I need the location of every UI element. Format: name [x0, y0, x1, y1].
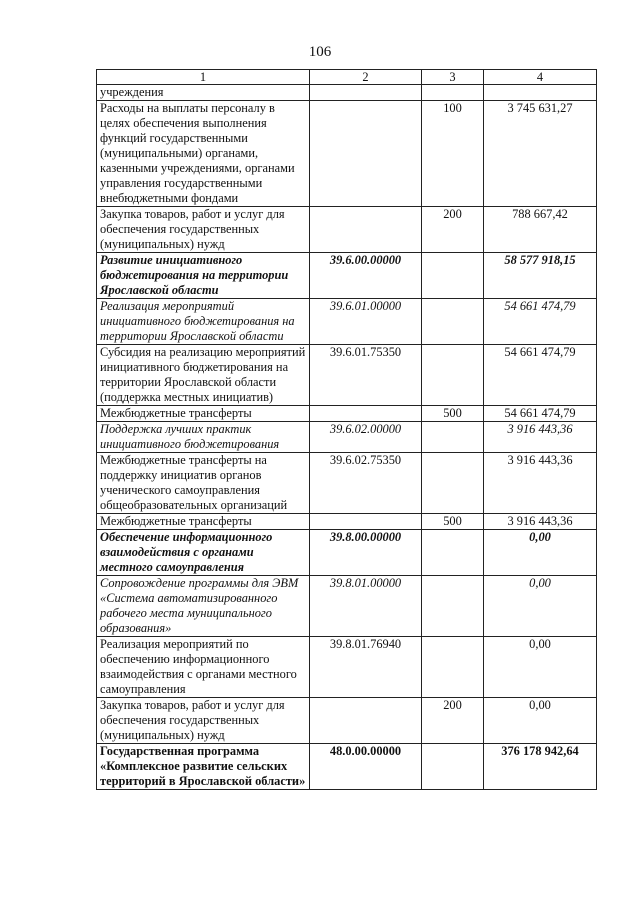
row-amount: 3 916 443,36 — [484, 422, 597, 453]
row-amount: 3 916 443,36 — [484, 453, 597, 514]
table-row — [97, 299, 597, 345]
row-expense-type — [422, 422, 484, 453]
table-row — [97, 530, 597, 576]
row-expense-type: 200 — [422, 698, 484, 744]
row-name: Государственная программа «Комплексное развитие сельских территорий в Ярославской области» — [97, 744, 310, 790]
table-header-row — [97, 70, 597, 85]
row-code: 39.6.01.00000 — [310, 299, 422, 345]
row-name: Закупка товаров, работ и услуг для обеспечения государственных (муниципальных) нужд — [97, 698, 310, 744]
budget-table — [96, 69, 597, 790]
row-amount: 376 178 942,64 — [484, 744, 597, 790]
row-name: Закупка товаров, работ и услуг для обеспечения государственных (муниципальных) нужд — [97, 207, 310, 253]
page-number: 106 — [308, 44, 332, 60]
table-row — [97, 637, 597, 698]
row-code: 39.6.01.75350 — [310, 345, 422, 406]
row-name: Развитие инициативного бюджетирования на территории Ярославской области — [97, 253, 310, 299]
row-amount: 0,00 — [484, 698, 597, 744]
row-amount: 54 661 474,79 — [484, 406, 597, 422]
row-expense-type — [422, 744, 484, 790]
row-expense-type — [422, 299, 484, 345]
row-name: Реализация мероприятий по обеспечению информационного взаимодействия с органами местного самоуправления — [97, 637, 310, 698]
row-expense-type — [422, 253, 484, 299]
row-code — [310, 698, 422, 744]
row-amount: 0,00 — [484, 576, 597, 637]
row-name: Обеспечение информационного взаимодействия с органами местного самоуправления — [97, 530, 310, 576]
table-row — [97, 345, 597, 406]
row-expense-type — [422, 530, 484, 576]
row-name: Межбюджетные трансферты на поддержку инициатив органов ученического самоуправления общеобразовательных организаций — [97, 453, 310, 514]
table-row — [97, 101, 597, 207]
row-code: 39.6.00.00000 — [310, 253, 422, 299]
table-row — [97, 453, 597, 514]
row-name: Сопровождение программы для ЭВМ «Система автоматизированного рабочего места муниципального образования» — [97, 576, 310, 637]
table-row — [97, 253, 597, 299]
row-code: 48.0.00.00000 — [310, 744, 422, 790]
row-name: Реализация мероприятий инициативного бюджетирования на территории Ярославской области — [97, 299, 310, 345]
row-expense-type: 500 — [422, 406, 484, 422]
row-code: 39.6.02.75350 — [310, 453, 422, 514]
row-amount: 0,00 — [484, 530, 597, 576]
row-expense-type: 100 — [422, 101, 484, 207]
row-name: Межбюджетные трансферты — [97, 514, 310, 530]
table-row — [97, 698, 597, 744]
column-header-4: 4 — [484, 70, 597, 85]
table-row — [97, 576, 597, 637]
table-row — [97, 85, 597, 101]
column-header-2: 2 — [310, 70, 422, 85]
row-code: 39.6.02.00000 — [310, 422, 422, 453]
row-code — [310, 85, 422, 101]
column-header-1: 1 — [97, 70, 310, 85]
row-amount: 3 916 443,36 — [484, 514, 597, 530]
row-expense-type: 200 — [422, 207, 484, 253]
row-amount: 54 661 474,79 — [484, 345, 597, 406]
row-amount: 58 577 918,15 — [484, 253, 597, 299]
row-name: учреждения — [97, 85, 310, 101]
row-code — [310, 406, 422, 422]
row-expense-type — [422, 345, 484, 406]
row-amount: 3 745 631,27 — [484, 101, 597, 207]
row-code: 39.8.01.76940 — [310, 637, 422, 698]
table-row — [97, 514, 597, 530]
row-name: Межбюджетные трансферты — [97, 406, 310, 422]
row-expense-type — [422, 85, 484, 101]
table-body — [97, 85, 597, 790]
row-name: Субсидия на реализацию мероприятий инициативного бюджетирования на территории Ярославской области (поддержка местных инициатив) — [97, 345, 310, 406]
row-name: Расходы на выплаты персоналу в целях обеспечения выполнения функций государственными (муниципальными) органами, казенными учреждениями, органами управления государственными внебюджетными фондами — [97, 101, 310, 207]
row-expense-type — [422, 637, 484, 698]
row-code: 39.8.00.00000 — [310, 530, 422, 576]
row-code — [310, 514, 422, 530]
row-code — [310, 207, 422, 253]
row-expense-type — [422, 576, 484, 637]
table-row — [97, 406, 597, 422]
row-code: 39.8.01.00000 — [310, 576, 422, 637]
table-row — [97, 207, 597, 253]
row-expense-type: 500 — [422, 514, 484, 530]
table-row — [97, 422, 597, 453]
row-expense-type — [422, 453, 484, 514]
row-amount — [484, 85, 597, 101]
table-row — [97, 744, 597, 790]
row-amount: 0,00 — [484, 637, 597, 698]
row-amount: 788 667,42 — [484, 207, 597, 253]
row-name: Поддержка лучших практик инициативного бюджетирования — [97, 422, 310, 453]
row-code — [310, 101, 422, 207]
column-header-3: 3 — [422, 70, 484, 85]
row-amount: 54 661 474,79 — [484, 299, 597, 345]
